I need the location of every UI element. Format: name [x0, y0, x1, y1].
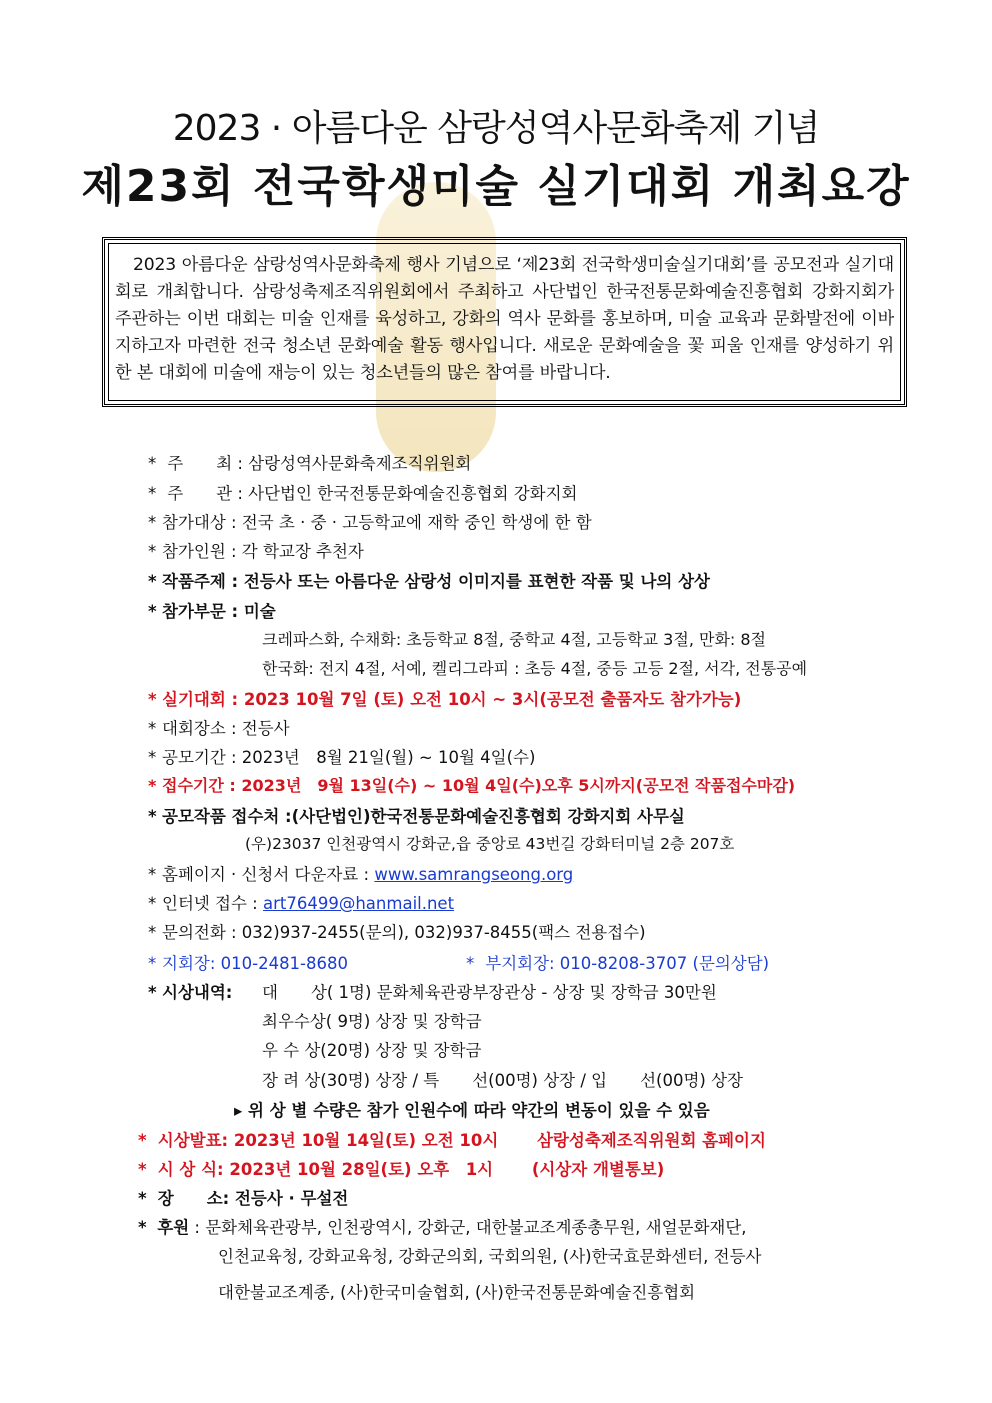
item-period	[148, 744, 535, 768]
item-category-line2: 크레파스화, 수채화: 초등학교 8절, 중학교 4절, 고등학교 3절, 만화: 8절	[262, 630, 767, 649]
bullet-star: *	[148, 690, 157, 709]
bullet-star: *	[148, 807, 157, 826]
item-venue-text: 대회장소 : 전등사	[162, 719, 290, 738]
item-homepage	[148, 861, 573, 885]
item-branch-head	[148, 950, 348, 974]
item-receipt	[148, 773, 795, 796]
award-note: ▸ 위 상 별 수량은 참가 인원수에 따라 약간의 변동이 있을 수 있음	[234, 1101, 710, 1120]
item-category-line3: 한국화: 전지 4절, 서예, 켈리그라피 : 초등 4절, 중등 고등 2절, 서각, 전통공예	[262, 659, 808, 678]
item-phone	[148, 919, 646, 943]
item-sponsor-line2: 인천교육청, 강화교육청, 강화군의회, 국회의원, (사)한국효문화센터, 전등사	[218, 1247, 762, 1266]
item-phone-text: 문의전화 : 032)937-2455(문의), 032)937-8455(팩스 전용접수)	[162, 923, 646, 942]
award-excellence: 최우수상( 9명) 상장 및 장학금	[262, 1012, 482, 1031]
item-ceremony-text: 시 상 식: 2023년 10월 28일(토) 오후 1시 (시상자 개별통보)	[157, 1160, 665, 1179]
award-encouragement: 장 려 상(30명) 상장 / 특 선(00명) 상장 / 입 선(00명) 상장	[262, 1071, 743, 1090]
bullet-star: *	[138, 1189, 147, 1208]
bullet-star: *	[138, 1160, 147, 1179]
bullet-star: *	[148, 513, 157, 532]
bullet-star: *	[148, 484, 157, 503]
item-contest-text: 실기대회 : 2023 10월 7일 (토) 오전 10시 ~ 3시(공모전 출품자도 참가가능)	[162, 690, 742, 709]
item-theme-text: 작품주제 : 전등사 또는 아름다운 삼랑성 이미지를 표현한 작품 및 나의 상상	[162, 572, 710, 591]
bullet-star: *	[148, 894, 157, 913]
page-title: 제23회 전국학생미술 실기대회 개최요강	[81, 161, 911, 212]
item-ceremony	[138, 1156, 664, 1180]
item-email	[148, 890, 454, 914]
item-sponsor-line3: 대한불교조계종, (사)한국미술협회, (사)한국전통문화예술진흥협회	[218, 1283, 696, 1302]
bullet-star: *	[138, 1218, 147, 1237]
award-merit: 우 수 상(20명) 상장 및 장학금	[262, 1041, 482, 1060]
item-email-label: 인터넷 접수 :	[162, 894, 258, 913]
item-vice-head-text: 부지회장: 010-8208-3707 (문의상담)	[485, 954, 770, 973]
item-address: (우)23037 인천광역시 강화군,읍 중앙로 43번길 강화터미널 2층 207호	[245, 835, 735, 853]
bullet-star: *	[466, 954, 475, 973]
item-sponsor-line1: : 문화체육관광부, 인천광역시, 강화군, 대한불교조계종총무원, 새얼문화재단,	[194, 1218, 747, 1237]
item-theme	[148, 568, 710, 592]
item-sponsor	[138, 1214, 747, 1238]
item-receipt-text: 접수기간 : 2023년 9월 13일(수) ~ 10월 4일(수)오후 5시까지(공모전 작품접수마감)	[162, 776, 796, 795]
bullet-star: *	[148, 748, 157, 767]
item-announce	[138, 1127, 766, 1151]
page-subtitle: 2023 · 아름다운 삼랑성역사문화축제 기념	[172, 108, 820, 149]
bullet-star: *	[148, 719, 157, 738]
item-submit	[148, 803, 685, 827]
item-host	[148, 450, 471, 474]
item-homepage-label: 홈페이지 · 신청서 다운자료 :	[162, 865, 370, 884]
item-awards-label-text: 시상내역:	[162, 983, 233, 1002]
email-link[interactable]: art76499@hanmail.net	[263, 894, 455, 913]
item-sponsor-label: 후원	[157, 1218, 190, 1237]
item-period-text: 공모기간 : 2023년 8월 21일(월) ~ 10월 4일(수)	[162, 748, 536, 767]
bullet-star: *	[148, 572, 157, 591]
bullet-star: *	[148, 454, 157, 473]
item-participants	[148, 538, 364, 562]
item-vice-head	[466, 950, 769, 974]
bullet-star: *	[138, 1131, 147, 1150]
item-contest	[148, 686, 741, 710]
item-participants-text: 참가인원 : 각 학교장 추천자	[162, 542, 364, 561]
item-category	[148, 598, 276, 622]
item-venue	[148, 715, 290, 739]
item-target-text: 참가대상 : 전국 초 · 중 · 고등학교에 재학 중인 학생에 한 함	[162, 513, 592, 532]
item-place	[138, 1185, 348, 1209]
item-organizer-text: 주 관 : 사단법인 한국전통문화예술진흥협회 강화지회	[167, 484, 578, 503]
item-host-text: 주 최 : 삼랑성역사문화축제조직위원회	[167, 454, 472, 473]
bullet-star: *	[148, 923, 157, 942]
homepage-link[interactable]: www.samrangseong.org	[374, 865, 574, 884]
bullet-star: *	[148, 983, 157, 1002]
intro-box	[102, 237, 907, 407]
item-place-text: 장 소: 전등사 · 무설전	[157, 1189, 349, 1208]
award-grand: 대 상( 1명) 문화체육관광부장관상 - 상장 및 장학금 30만원	[262, 983, 717, 1002]
item-branch-head-text: 지회장: 010-2481-8680	[162, 954, 349, 973]
intro-text: 2023 아름다운 삼랑성역사문화축제 행사 기념으로 ‘제23회 전국학생미술실기대회’를 공모전과 실기대회로 개최합니다. 삼랑성축제조직위원회에서 주최하고 사단법인 한국전통문화예술진흥협회 강화지회가 주관하는 이번 대회는 미술 인재를 육성하고, 강화의 역사 문화를 홍보하며, 미술 교육과 문화발전에 이바지하고자 마련한 전국 청소년 문화예술 활동 행사입니다. 새로운 문화예술을 꽃 피울 인재를 양성하기 위한 본 대회에 미술에 재능이 있는 청소년들의 많은 참여를 바랍니다.	[115, 255, 894, 383]
bullet-star: *	[148, 865, 157, 884]
item-announce-text: 시상발표: 2023년 10월 14일(토) 오전 10시 삼랑성축제조직위원회 홈페이지	[157, 1131, 766, 1150]
item-category-text: 참가부문 : 미술	[162, 602, 276, 621]
bullet-star: *	[148, 542, 157, 561]
item-submit-text: 공모작품 접수처 :(사단법인)한국전통문화예술진흥협회 강화지회 사무실	[162, 807, 685, 826]
bullet-star: *	[148, 954, 157, 973]
bullet-star: *	[148, 776, 157, 795]
item-organizer	[148, 480, 577, 504]
item-target	[148, 509, 592, 533]
item-awards-label	[148, 979, 232, 1003]
bullet-star: *	[148, 602, 157, 621]
